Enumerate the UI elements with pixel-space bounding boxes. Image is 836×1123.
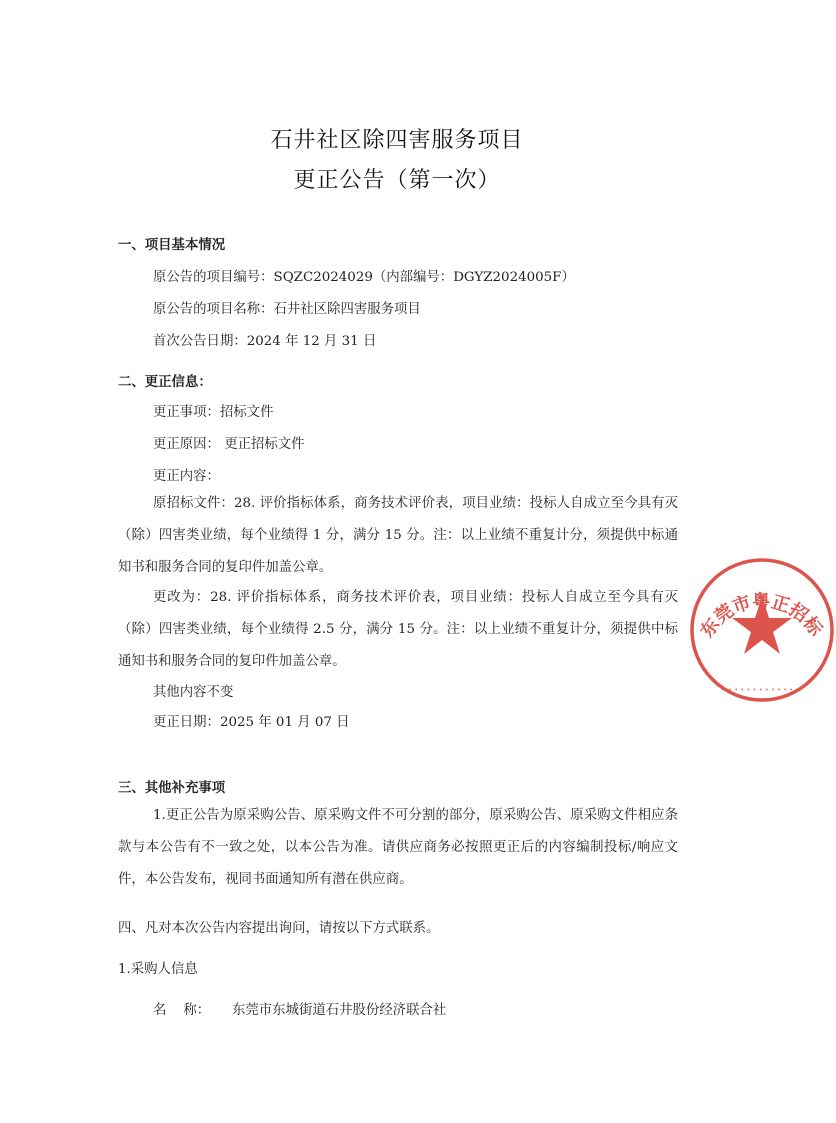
project-name: 原公告的项目名称：石井社区除四害服务项目	[153, 302, 421, 317]
correction-reason: 更正原因： 更正招标文件	[153, 437, 305, 452]
section2-heading: 二、更正信息：	[118, 375, 212, 390]
purchaser-name-value: 东莞市东城街道石井股份经济联合社	[232, 1003, 447, 1018]
official-seal	[688, 556, 836, 704]
correction-content-label: 更正内容：	[153, 469, 220, 484]
supplement-text: 1.更正公告为原采购公告、原采购文件不可分割的部分，原采购公告、原采购文件相应条款与本公告有不一致之处，以本公告为准。请供应商务必按照更正后的内容编制投标/响应文件，本公告发布，视同书面通知所有潜在供应商。	[118, 808, 678, 887]
purchaser-info-label: 1.采购人信息	[118, 962, 198, 977]
first-announce-date: 首次公告日期：2024 年 12 月 31 日	[153, 334, 377, 349]
changed-clause: 更改为：28. 评价指标体系，商务技术评价表，项目业绩：投标人自成立至今具有灭（除）四害类业绩，每个业绩得 2.5 分，满分 15 分。注：以上业绩不重复计分，须提供中标通知书和服务合同的复印件加盖公章。	[118, 590, 678, 669]
document-subtitle: 更正公告（第一次）	[293, 168, 501, 193]
section3-heading: 三、其他补充事项	[118, 781, 226, 796]
document-title: 石井社区除四害服务项目	[270, 128, 524, 153]
purchaser-name-label: 名 称：	[153, 1003, 211, 1018]
original-clause: 原招标文件：28. 评价指标体系，商务技术评价表，项目业绩：投标人自成立至今具有灭（除）四害类业绩，每个业绩得 1 分，满分 15 分。注：以上业绩不重复计分，须提供中标通知书和服务合同的复印件加盖公章。	[118, 496, 678, 575]
project-number: 原公告的项目编号：SQZC2024029（内部编号：DGYZ2024005F）	[153, 270, 575, 285]
others-unchanged: 其他内容不变	[153, 685, 234, 700]
section4-heading: 四、凡对本次公告内容提出询问，请按以下方式联系。	[118, 921, 440, 936]
svg-text:•••••••••••: •••••••••••	[728, 686, 796, 694]
correction-date: 更正日期：2025 年 01 月 07 日	[153, 715, 350, 730]
section1-heading: 一、项目基本情况	[118, 238, 226, 253]
correction-item: 更正事项：招标文件	[153, 405, 274, 420]
seal-text: 东莞市粤正招标	[696, 591, 827, 642]
